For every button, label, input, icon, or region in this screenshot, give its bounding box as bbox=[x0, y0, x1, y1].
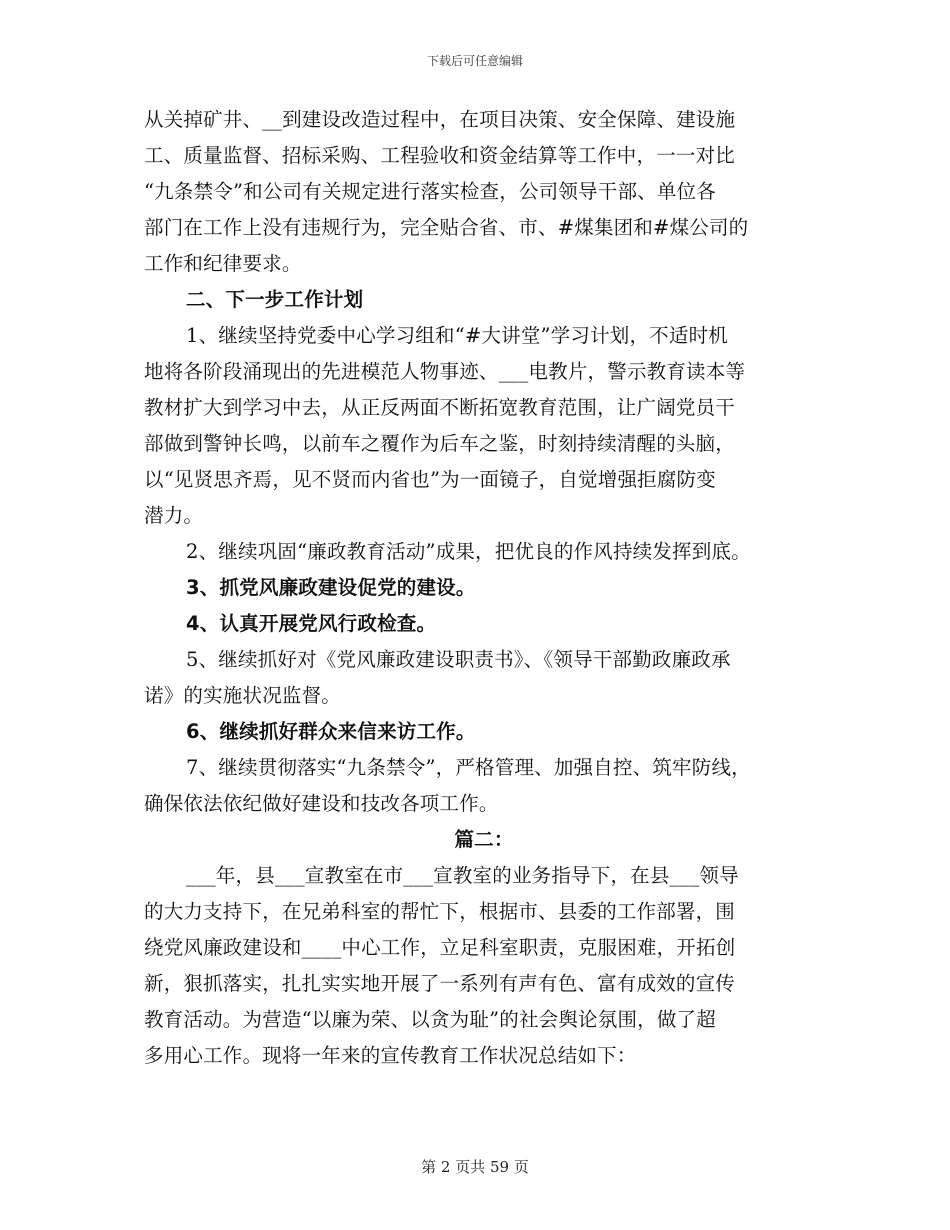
section-heading-next-steps: 二、下一步工作计划 bbox=[186, 288, 364, 311]
plan-item-1-line-1: 1、继续坚持党委中心学习组和“#大讲堂”学习计划，不适时机 bbox=[186, 324, 728, 347]
part-two-line-2: 的大力支持下，在兄弟科室的帮忙下，根据市、县委的工作部署，围 bbox=[144, 900, 736, 923]
plan-item-1-line-5: 以“见贤思齐焉，见不贤而内省也”为一面镜子，自觉增强拒腐防变 bbox=[144, 468, 716, 491]
plan-item-7-line-1: 7、继续贯彻落实“九条禁令”，严格管理、加强自控、筑牢防线， bbox=[186, 756, 751, 779]
part-two-line-1: ___年，县___宣教室在市___宣教室的业务指导下，在县___领导 bbox=[186, 864, 739, 887]
part-two-line-5: 教育活动。为营造“以廉为荣、以贪为耻”的社会舆论氛围，做了超 bbox=[144, 1008, 716, 1031]
page-number: 第 2 页共 59 页 bbox=[421, 1158, 529, 1176]
page-header-note: 下载后可任意编辑 bbox=[426, 54, 523, 68]
document-body bbox=[144, 102, 824, 1074]
body-line-4: 部门在工作上没有违规行为，完全贴合省、市、#煤集团和#煤公司的 bbox=[144, 216, 749, 239]
body-line-1: 从关掉矿井、__到建设改造过程中，在项目决策、安全保障、建设施 bbox=[144, 108, 736, 131]
body-line-3: “九条禁令”和公司有关规定进行落实检查，公司领导干部、单位各 bbox=[144, 180, 716, 203]
part-two-line-6: 多用心工作。现将一年来的宣传教育工作状况总结如下： bbox=[144, 1044, 637, 1067]
plan-item-7-line-2: 确保依法依纪做好建设和技改各项工作。 bbox=[144, 792, 499, 815]
plan-item-1-line-6: 潜力。 bbox=[144, 504, 204, 527]
part-two-line-4: 新，狠抓落实，扎扎实实地开展了一系列有声有色、富有成效的宣传 bbox=[144, 972, 736, 995]
body-line-5: 工作和纪律要求。 bbox=[144, 252, 302, 275]
plan-item-5-line-2: 诺》的实施状况监督。 bbox=[144, 684, 342, 707]
plan-item-5-line-1: 5、继续抓好对《党风廉政建设职责书》、《领导干部勤政廉政承 bbox=[186, 648, 731, 671]
plan-item-6: 6、继续抓好群众来信来访工作。 bbox=[186, 720, 476, 743]
section-heading-part-two: 篇二： bbox=[454, 828, 514, 851]
part-two-line-3: 绕党风廉政建设和____中心工作，立足科室职责，克服困难，开拓创 bbox=[144, 936, 736, 959]
plan-item-1-line-3: 教材扩大到学习中去，从正反两面不断拓宽教育范围，让广阔党员干 bbox=[144, 396, 736, 419]
plan-item-2: 2、继续巩固“廉政教育活动”成果，把优良的作风持续发挥到底。 bbox=[186, 540, 751, 563]
plan-item-1-line-4: 部做到警钟长鸣，以前车之覆作为后车之鉴，时刻持续清醒的头脑， bbox=[144, 432, 736, 455]
plan-item-4: 4、认真开展党风行政检查。 bbox=[186, 612, 437, 635]
body-line-2: 工、质量监督、招标采购、工程验收和资金结算等工作中，一一对比 bbox=[144, 144, 736, 167]
plan-item-1-line-2: 地将各阶段涌现出的先进模范人物事迹、___电教片，警示教育读本等 bbox=[144, 360, 746, 383]
plan-item-3: 3、抓党风廉政建设促党的建设。 bbox=[186, 576, 476, 599]
